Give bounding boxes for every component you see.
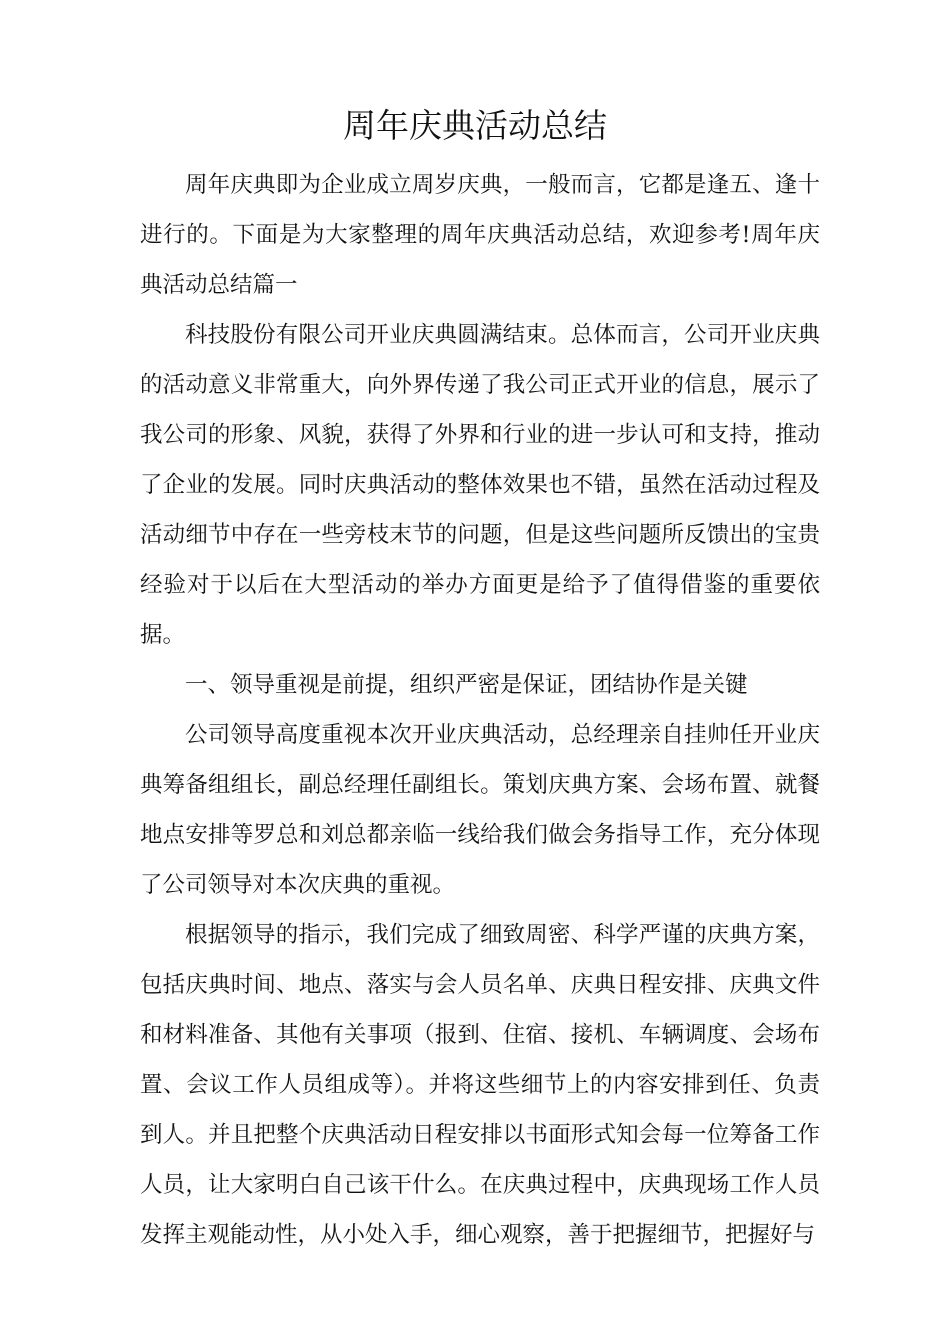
document-body: [140, 160, 820, 1260]
section-heading-1: 一、领导重视是前提，组织严密是保证，团结协作是关键: [185, 672, 748, 698]
paragraph-summary: 科技股份有限公司开业庆典圆满结束。总体而言，公司开业庆典的活动意义非常重大，向外界传递了我公司正式开业的信息，展示了我公司的形象、风貌，获得了外界和行业的进一步认可和支持，推动了企业的发展。同时庆典活动的整体效果也不错，虽然在活动过程及活动细节中存在一些旁枝末节的问题，但是这些问题所反馈出的宝贵经验对于以后在大型活动的举办方面更是给予了值得借鉴的重要依据。: [140, 322, 820, 648]
paragraph-plan: 根据领导的指示，我们完成了细致周密、科学严谨的庆典方案，包括庆典时间、地点、落实与会人员名单、庆典日程安排、庆典文件和材料准备、其他有关事项（报到、住宿、接机、车辆调度、会场布置、会议工作人员组成等）。并将这些细节上的内容安排到任、负责到人。并且把整个庆典活动日程安排以书面形式知会每一位筹备工作人员，让大家明白自己该干什么。在庆典过程中，庆典现场工作人员发挥主观能动性，从小处入手，细心观察，善于把握细节，把握好与: [140, 922, 820, 1248]
paragraph-leadership: 公司领导高度重视本次开业庆典活动，总经理亲自挂帅任开业庆典筹备组组长，副总经理任副组长。策划庆典方案、会场布置、就餐地点安排等罗总和刘总都亲临一线给我们做会务指导工作，充分体现了公司领导对本次庆典的重视。: [140, 722, 820, 898]
paragraph-intro: 周年庆典即为企业成立周岁庆典，一般而言，它都是逢五、逢十进行的。下面是为大家整理的周年庆典活动总结，欢迎参考!周年庆典活动总结篇一: [140, 172, 820, 298]
page-title: 周年庆典活动总结: [343, 106, 607, 145]
